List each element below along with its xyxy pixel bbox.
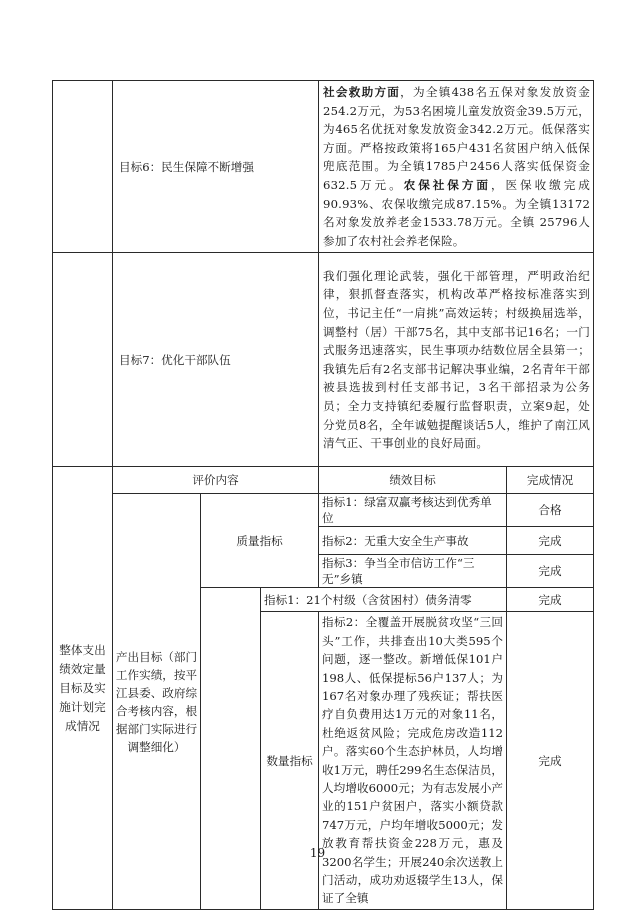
goal7-description: 我们强化理论武装，强化干部管理，严明政治纪律，狠抓督查落实，机构改革严格按标准落实到位，书记主任“一肩挑”高效运转；村级换届选举，调整村（居）干部75名，其中支部书记16名；一门式服务迅速落实，民生事项办结数位居全县第一；我镇先后有2名支部书记解决事业编，2名青年干部被县选拔到村任支部书记，3名干部招录为公务员；全力支持镇纪委履行监督职责，立案9起，处分党员8名，全年诚勉提醒谈话5人，维护了南江风清气正、干事创业的良好局面。 (319, 253, 594, 467)
quantity-indicator-1: 指标1：21个村级（含贫困村）债务清零 (261, 588, 507, 612)
header-content: 评价内容 (113, 467, 319, 494)
performance-table (52, 80, 594, 910)
goal7-label: 目标7：优化干部队伍 (113, 253, 319, 467)
quantity-status-2: 完成 (507, 612, 594, 910)
quality-status-2: 完成 (507, 527, 594, 555)
goal6-heading-insurance: 农保社保方面 (403, 177, 491, 192)
goal6-row (53, 81, 594, 253)
quantity-indicator-label: 数量指标 (261, 612, 319, 910)
quality-row-1 (53, 494, 594, 527)
goal6-empty-cell (53, 81, 113, 253)
header-status: 完成情况 (507, 467, 594, 494)
header-row (53, 467, 594, 494)
quality-indicator-1: 指标1：绿富双赢考核达到优秀单位 (319, 494, 507, 527)
quality-status-3: 完成 (507, 555, 594, 588)
quantity-status-1: 完成 (507, 588, 594, 612)
quality-indicator-label: 质量指标 (201, 494, 319, 588)
page-number: 19 (309, 846, 326, 860)
goal6-description (319, 81, 594, 253)
quantity-spacer-cell (201, 588, 261, 910)
goal6-text-1: ，为全镇438名五保对象发放资金254.2万元，为53名困境儿童发放资金39.5万元，为465名优抚对象发放资金342.2万元。低保落实方面。严格按政策将165户431名贫困户纳入低保兜底范围。为全镇1785户2456人落实低保资金632.5万元。 (323, 85, 591, 192)
section-label: 整体支出绩效定量目标及实施计划完成情况 (53, 467, 113, 910)
goal7-row (53, 253, 594, 467)
quality-indicator-2: 指标2：无重大安全生产事故 (319, 527, 507, 555)
quantity-indicator-2: 指标2：全覆盖开展脱贫攻坚“三回头”工作，共排查出10大类595个问题，逐一整改。新增低保101户198人、低保提标56户137人；为167名对象办理了残疾证；帮扶医疗自负费用达1万元的对象11名，杜绝返贫风险；完成危房改造112户。落实60个生态护林员，人均增收1万元，聘任299名生态保洁员，人均增收6000元；为有志发展小产业的151户贫困户，落实小额贷款747万元，户均年增收5000元；发放教育帮扶资金228万元，惠及3200名学生；开展240余次送教上门活动，成功劝返辍学生13人，保证了全镇 (319, 612, 507, 910)
quality-status-1: 合格 (507, 494, 594, 527)
header-target: 绩效目标 (319, 467, 507, 494)
goal7-empty-cell (53, 253, 113, 467)
goal6-label: 目标6：民生保障不断增强 (113, 81, 319, 253)
goal6-heading-social-assistance: 社会救助方面 (323, 85, 401, 99)
quality-indicator-3: 指标3：争当全市信访工作“三无”乡镇 (319, 555, 507, 588)
output-goal-label: 产出目标（部门工作实绩，按平江县委、政府综合考核内容，根据部门实际进行调整细化） (113, 494, 201, 910)
goal6-text-2: ，医保收缴完成90.93%、农保收缴完成87.15%。为全镇13172名对象发放养老金1533.78万元。全镇 25796人参加了农村社会养老保险。 (323, 177, 591, 248)
